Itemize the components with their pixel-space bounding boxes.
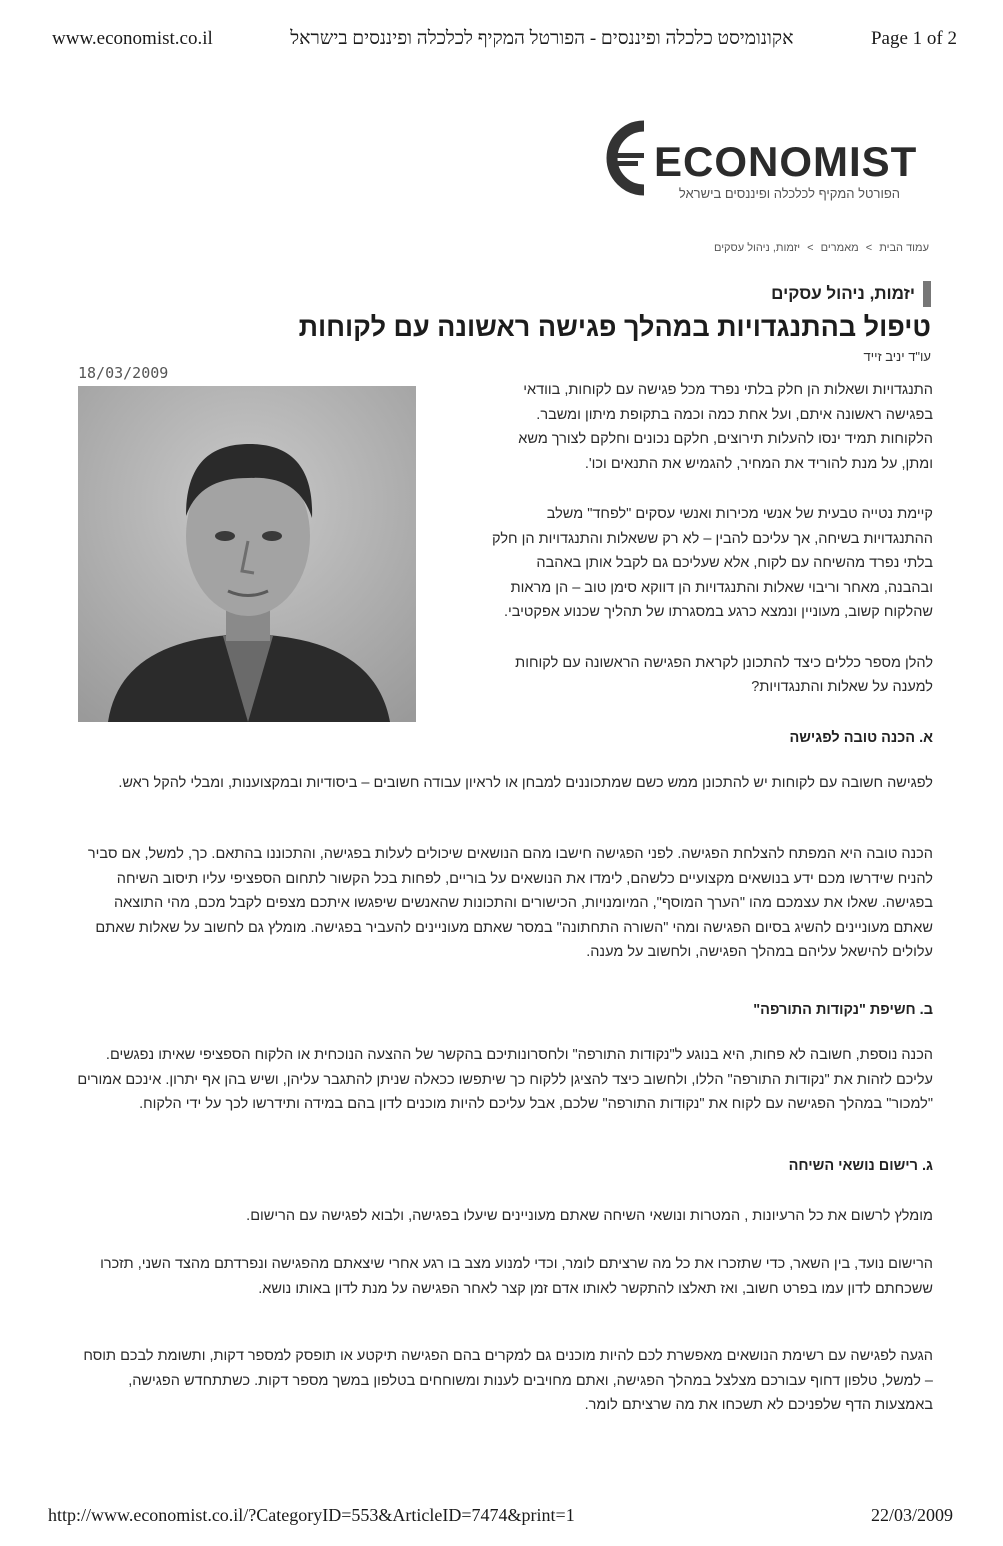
print-header-site: www.economist.co.il [52, 28, 213, 49]
intro-text [487, 378, 933, 726]
category-label: יזמות, ניהול עסקים [771, 284, 915, 303]
intro-paragraph: קיימת נטייה טבעית של אנשי מכירות ואנשי עסקים "לפחד" משלב ההתנגדויות בשיחה, אך עליכם להבין – לא רק ששאלות והתנגדויות הן חלק בלתי נפרד מהשיחה עם לקוח, אלא שעליכם גם לקבל אותן באהבה ובהבנה, מאחר וריבוי שאלות והתנגדויות הן דווקא סימן טוב – הן מראות שהלקוח קשוב, מעוניין ונמצא כרגע במסגרתו של תהליך שכנוע אפקטיבי. [491, 506, 933, 620]
print-header-page: Page 1 of 2 [870, 28, 957, 49]
logo-tagline: הפורטל המקיף לכלכלה ופיננסים בישראל [678, 186, 900, 201]
article-date: 18/03/2009 [78, 364, 169, 382]
section-c-paragraph-2: הרישום נועד, בין השאר, כדי שתזכרו את כל מה שרציתם לומר, וכדי למנוע מצב בו רגע אחרי שיצאתם מהפגישה ונפרדתם מהצד השני, תזכרו ששכחתם לדון עמו בפרט חשוב, ואז תאלצו להתקשר לאותו אדם זמן קצר לאחר הפגישה על מנת לדון באותו נושא. [100, 1256, 933, 1297]
section-heading-b: ב. חשיפת "נקודות התורפה" [753, 1002, 933, 1018]
print-header-title: אקונומיסט כלכלה ופיננסים - הפורטל המקיף לכלכלה ופיננסים בישראל [290, 28, 794, 49]
economist-e-icon [602, 120, 660, 196]
article-title: טיפול בהתנגדויות במהלך פגישה ראשונה עם לקוחות [298, 312, 931, 342]
print-header [52, 28, 957, 50]
section-a-paragraph-1: לפגישה חשובה עם לקוחות יש להתכונן ממש כשם שמתכוננים למבחן או לראיון עבודה חשובים – ביסודיות ובמקצוענות, ומבלי להקל ראש. [118, 775, 933, 791]
print-footer-url: http://www.economist.co.il/?CategoryID=553&ArticleID=7474&print=1 [48, 1505, 575, 1525]
section-a-paragraph-2: הכנה טובה היא המפתח להצלחת הפגישה. לפני הפגישה חישבו מהם הנושאים שיכולים לעלות בפגישה, והתכוננו בהתאם. כך, למשל, אם סביר להניח שידרשו מכם ידע בנושאים מקצועיים כלשהם, לימדו את הנושאים על בוריים, לפחות בכל הקשור לתחום הספציפי עליו תיסוב השיחה בפגישה. שאלו את עצמכם מהו "הערך המוסף", המיומנויות, הכישורים והתכונות שהאנשים שיפגשו איתכם מצפים לקבל מכם, מהי התוצאה שאתם מעוניינים להשיג בסיום הפגישה ומהי "השורה התחתונה" במסר שאתם מעוניינים להעביר בפגישה. מומלץ גם לחשוב על שאלות שאתם עלולים להישאל עליהם במהלך הפגישה, ולחשוב על מענה. [87, 846, 933, 960]
author-photo [78, 386, 416, 722]
intro-paragraph: התנגדויות ושאלות הן חלק בלתי נפרד מכל פגישה עם לקוחות, בוודאי בפגישה ראשונה איתם, ועל אחת כמה וכמה בתקופת מיתון ומשבר. הלקוחות תמיד ינסו להעלות תירוצים, חלקם נכונים וחלקם לצורך משא ומתן, על מנת להוריד את המחיר, להגמיש את התנאים וכו'. [518, 382, 933, 472]
breadcrumb [712, 242, 931, 254]
section-b-paragraph-1: הכנה נוספת, חשובה לא פחות, היא בנוגע ל"נקודות התורפה" ולחסרונותיכם בהקשר של ההצעה הנוכחית או הלקוח הספציפי שאיתו נפגשים. עליכם לזהות את "נקודות התורפה" הללו, ולחשוב כיצד להציגן ללקוח כך שיתפשו ככאלה שניתן להתגבר עליהן, ושיש בהן אף יתרון. אינכם אמורים "למכור" במהלך הפגישה עם לקוח את "נקודות התורפה" שלכם, אבל עליכם להיות מוכנים לדון בהם במידה ותידרשו לכך על ידי הלקוח. [77, 1047, 933, 1112]
section-heading-a: א. הכנה טובה לפגישה [789, 730, 933, 746]
breadcrumb-separator: > [865, 242, 873, 254]
section-c-paragraph-1: מומלץ לרשום את כל הרעיונות , המטרות ונושאי השיחה שאתם מעוניינים שיעלו בפגישה, ולבוא לפגישה עם הרישום. [246, 1208, 933, 1224]
article-author: עו"ד יניב זייד [863, 349, 931, 364]
section-c-paragraph-3: הגעה לפגישה עם רשימת הנושאים מאפשרת לכם להיות מוכנים גם למקרים בהם הפגישה תיקטע או תופסק למספר דקות, ותשומת לבכם תוסח – למשל, טלפון דחוף עבורכם מצלצל במהלך הפגישה, ואתם מחויבים לענות ומשוחחים בטלפון במשך מספר דקות. כשתתחדש הפגישה, באמצעות הדף שלפניכם לא תשכחו את מה שרציתם לומר. [83, 1348, 933, 1413]
author-portrait-image [78, 386, 416, 722]
print-footer-date: 22/03/2009 [870, 1505, 953, 1525]
category-heading [771, 281, 931, 307]
intro-paragraph: להלן מספר כללים כיצד להתכונן לקראת הפגישה הראשונה עם לקוחות למענה על שאלות והתנגדויות? [515, 654, 933, 695]
breadcrumb-separator: > [807, 242, 814, 254]
print-footer [48, 1505, 953, 1526]
breadcrumb-home[interactable]: עמוד הבית [879, 242, 929, 254]
breadcrumb-category[interactable]: יזמות, ניהול עסקים [713, 242, 801, 254]
breadcrumb-articles[interactable]: מאמרים [820, 242, 859, 254]
economist-logo [596, 116, 918, 220]
category-marker [923, 281, 931, 307]
section-heading-c: ג. רישום נושאי השיחה [788, 1158, 933, 1174]
logo-wordmark: ECONOMIST [654, 138, 918, 185]
